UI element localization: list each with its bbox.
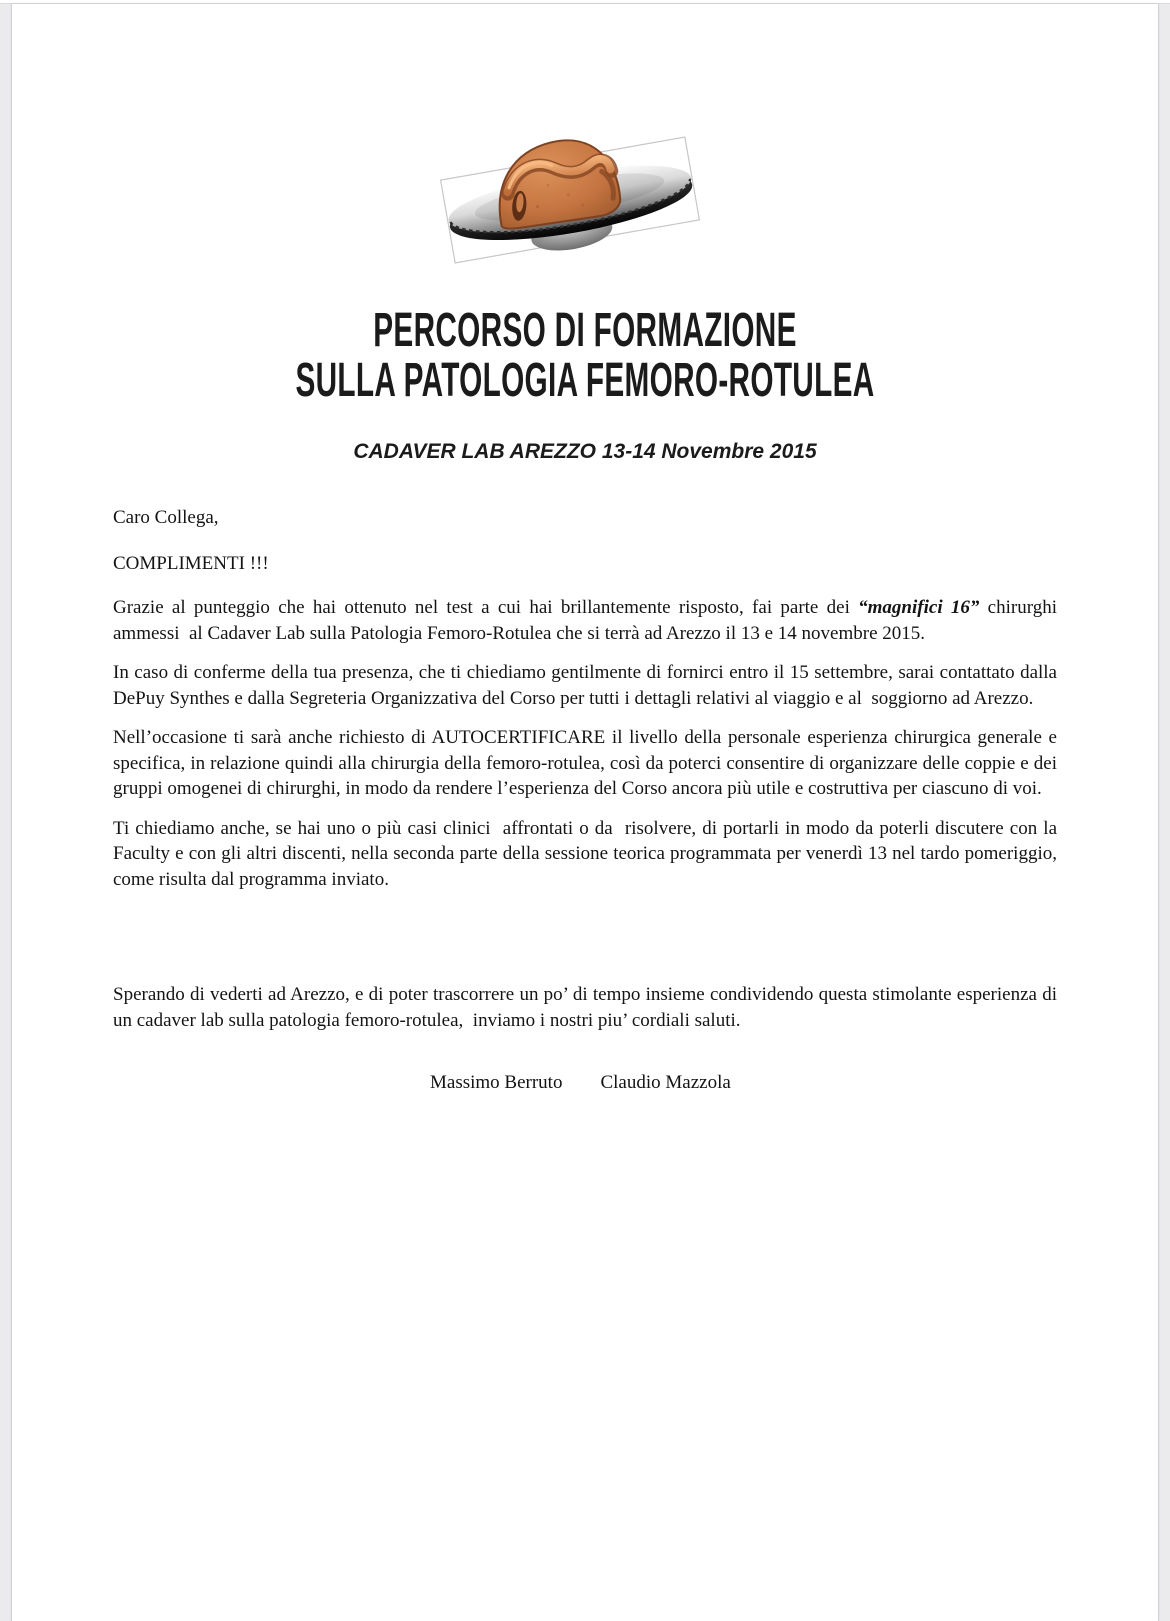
logo-container: [12, 120, 1158, 272]
salutation: Caro Collega,: [113, 507, 219, 528]
paragraph-1-before: Grazie al punteggio che hai ottenuto nel test a cui hai brillantemente risposto, fai parte dei: [113, 597, 859, 618]
paragraph-2: In caso di conferme della tua presenza, che ti chiediamo gentilmente di fornirci entro il 15 settembre, sarai contattato dalla DePuy Synthes e dalla Segreteria Organizzativa del Corso per tutti i dettagli relativi al viaggio e al soggiorno ad Arezzo.: [113, 662, 1062, 709]
document-title: [230, 306, 941, 406]
page-left-gutter: [0, 4, 12, 1621]
page-right-gutter: [1158, 4, 1170, 1621]
signature-claudio-mazzola: Claudio Mazzola: [600, 1072, 731, 1093]
paragraph-3: Nell’occasione ti sarà anche richiesto di AUTOCERTIFICARE il livello della personale esperienza chirurgica generale e specifica, in relazione quindi alla chirurgia della femoro-rotulea, così da poterci consentire di organizzare delle coppie e dei gruppi omogenei di chirurghi, in modo da rendere l’esperienza del Corso ancora più utile e costruttiva per ciascuno di voi.: [113, 727, 1062, 799]
event-subtitle: CADAVER LAB AREZZO 13-14 Novembre 2015: [353, 440, 817, 463]
signature-massimo-berruto: Massimo Berruto: [430, 1072, 563, 1093]
paragraph-1-emphasis: “magnifici 16”: [858, 597, 980, 618]
congratulations-line: COMPLIMENTI !!!: [113, 552, 269, 574]
letter-page: [12, 4, 1158, 1621]
title-line-1: PERCORSO DI FORMAZIONE: [373, 304, 797, 357]
letter-body: [12, 505, 1158, 1096]
paragraph-4: Ti chiediamo anche, se hai uno o più casi clinici affrontati o da risolvere, di portarli in modo da poterli discutere con la Faculty e con gli altri discenti, nella seconda parte della sessione teorica programmata per venerdì 13 nel tardo pomeriggio, come risulta dal programma inviato.: [113, 817, 1062, 890]
paragraph-1-after: chirurghi ammessi al Cadaver Lab sulla Patologia Femoro-Rotulea che si terrà ad Arezzo il 13 e 14 novembre 2015.: [113, 597, 1062, 644]
closing-paragraph: Sperando di vederti ad Arezzo, e di poter trascorrere un po’ di tempo insieme condividendo questa stimolante esperienza di un cadaver lab sulla patologia femoro-rotulea, inviamo i nostri piu’ cordiali saluti.: [113, 984, 1062, 1031]
signatures: [430, 1070, 1057, 1096]
title-line-2: SULLA PATOLOGIA FEMORO-ROTULEA: [295, 354, 875, 407]
patella-saucer-logo-icon: [420, 120, 750, 272]
paragraph-1: [113, 595, 1062, 646]
